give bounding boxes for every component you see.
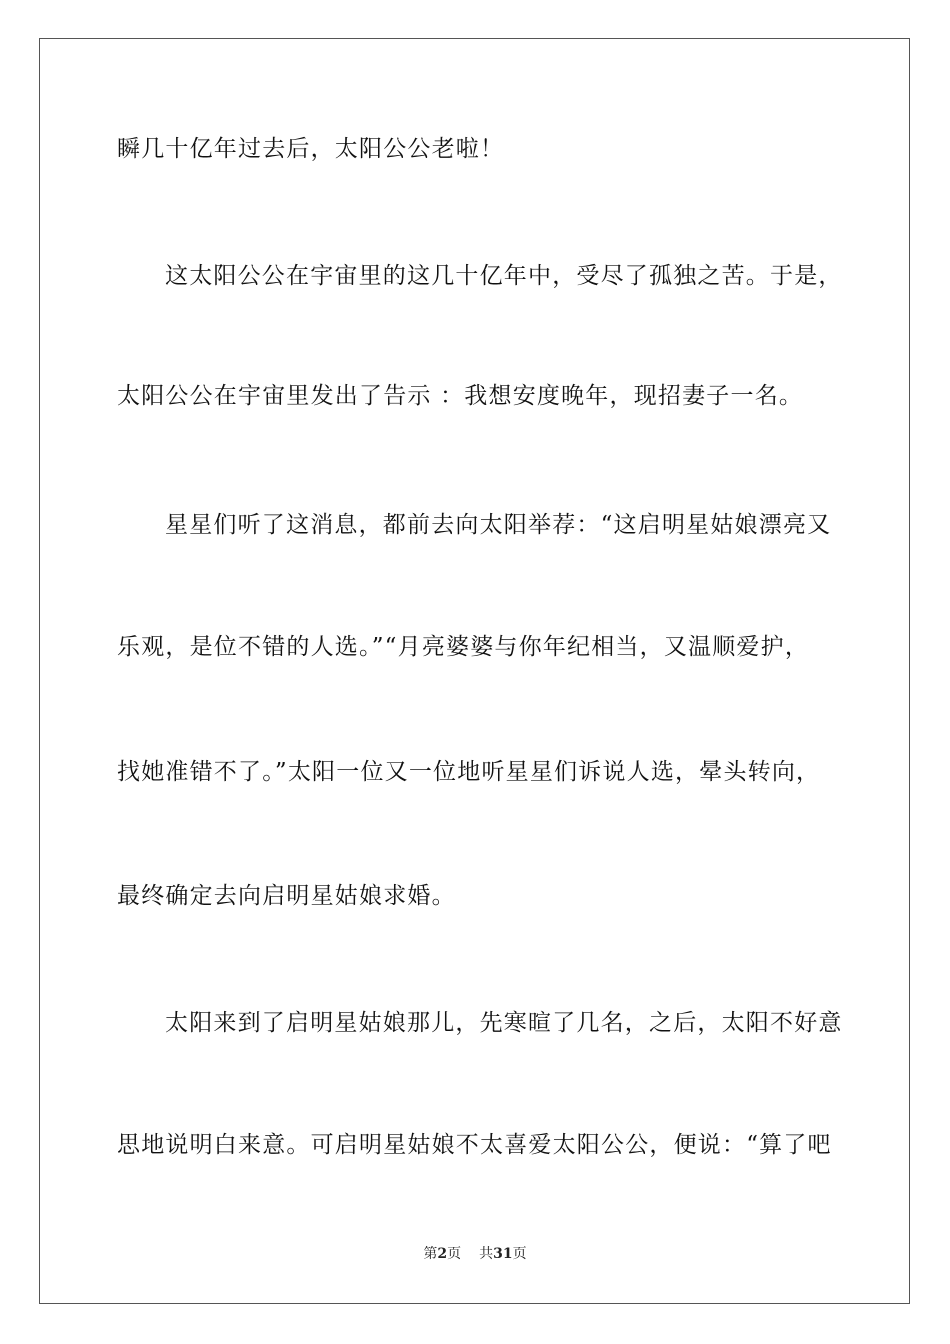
text-line-9: 思地说明白来意。可启明星姑娘不太喜爱太阳公公，便说：“算了吧	[117, 1132, 832, 1158]
page-prefix: 第	[423, 1246, 438, 1262]
text-line-3: 太阳公公在宇宙里发出了告示 ：我想安度晚年，现招妻子一名。	[117, 383, 804, 409]
total-suffix: 页	[512, 1246, 527, 1262]
text-line-7: 最终确定去向启明星姑娘求婚。	[117, 883, 456, 909]
text-line-8: 太阳来到了启明星姑娘那儿，先寒暄了几名，之后，太阳不好意	[165, 1010, 843, 1036]
total-pages: 31	[493, 1246, 513, 1262]
page-border	[39, 38, 910, 1304]
text-line-4: 星星们听了这消息，都前去向太阳举荐：“这启明星姑娘漂亮又	[165, 512, 832, 538]
text-line-1: 瞬几十亿年过去后，太阳公公老啦！	[117, 136, 505, 162]
page-number: 2	[437, 1246, 448, 1262]
page-suffix: 页	[447, 1246, 462, 1262]
text-line-5: 乐观，是位不错的人选。”“月亮婆婆与你年纪相当，又温顺爱护，	[117, 634, 810, 660]
page-footer	[0, 1245, 950, 1263]
text-line-2: 这太阳公公在宇宙里的这几十亿年中，受尽了孤独之苦。于是，	[165, 263, 843, 289]
text-line-6: 找她准错不了。”太阳一位又一位地听星星们诉说人选，晕头转向，	[117, 759, 821, 785]
total-prefix: 共	[479, 1246, 494, 1262]
